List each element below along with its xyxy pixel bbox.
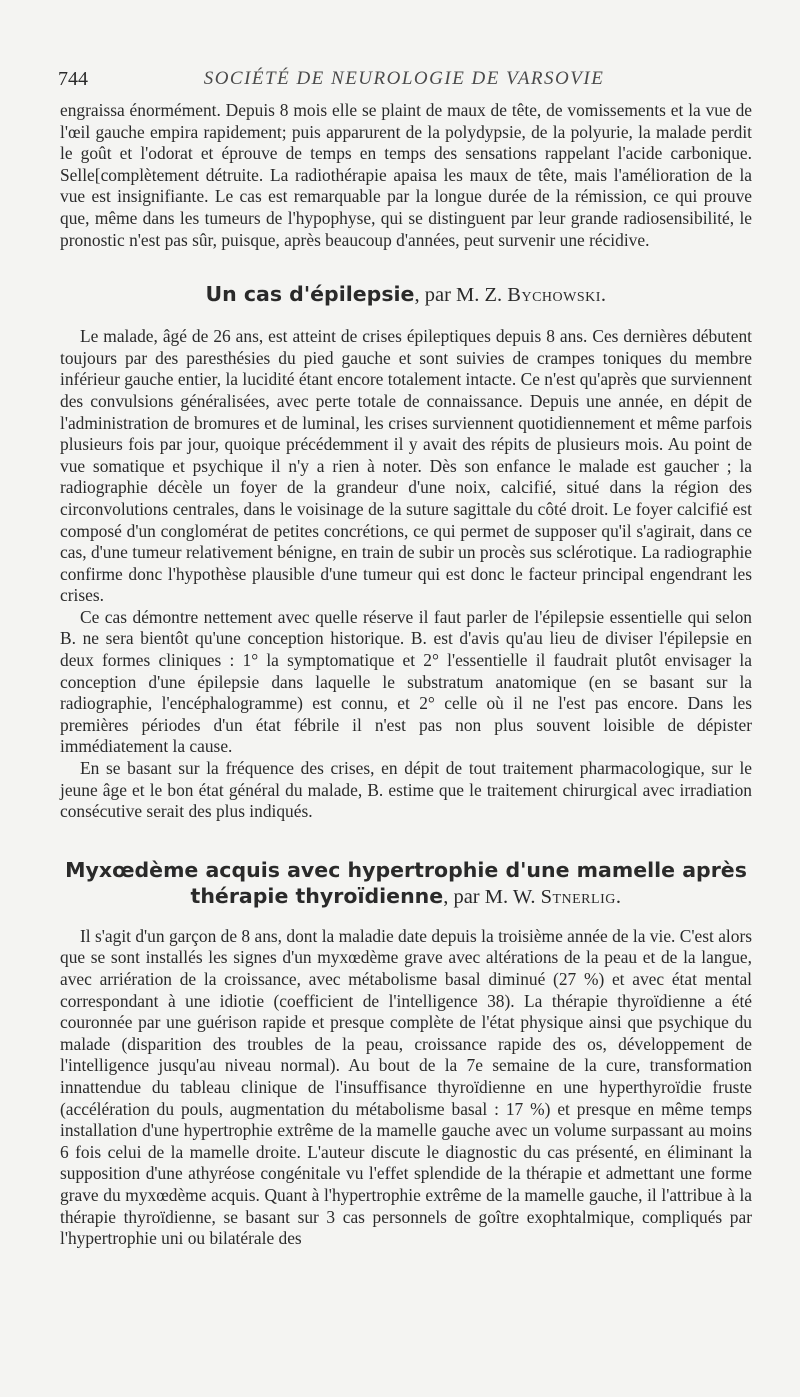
article-1-heading bbox=[60, 282, 752, 308]
running-title: SOCIÉTÉ DE NEUROLOGIE DE VARSOVIE bbox=[203, 68, 605, 89]
article-1-by: , par M. Z. bbox=[414, 284, 508, 307]
article-1-paragraph: En se basant sur la fréquence des crises, en dépit de tout traitement pharmacologique, sur le jeune âge et le bon état général du malade, B. estime que le traitement chirurgical avec irradiation consécutive serait des plus indiqués. bbox=[60, 758, 752, 822]
article-1-paragraph: Le malade, âgé de 26 ans, est atteint de crises épileptiques depuis 8 ans. Ces dernières débutent toujours par des paresthésies du pied gauche et sont suivies de crampes toniques du membre inférieur gauche entier, la lucidité étant encore totalement intacte. Ce n'est qu'après que surviennent des convulsions généralisées, avec perte totale de connaissance. Depuis une année, en dépit de l'administration de bromures et de luminal, les crises surviennent quotidiennement et même parfois plusieurs fois par jour, quoique précédemment il y avait des répits de plusieurs mois. Au point de vue somatique et psychique il n'y a rien à noter. Dès son enfance le malade est gaucher ; la radiographie décèle un foyer de la grandeur d'une noix, calcifié, situé dans la région des circonvolutions centrales, dans le voisinage de la suture sagittale du côté droit. Le foyer calcifié est composé d'un conglomérat de petites concrétions, ce qui permet de supposer qu'il s'agirait, dans ce cas, d'une tumeur relativement bénigne, en train de subir un procès sus sclérotique. La radiographie confirme donc l'hypothèse plausible d'une tumeur qui est donc le facteur principal engendrant les crises. bbox=[60, 326, 752, 606]
article-1-title: Un cas d'épilepsie bbox=[205, 282, 415, 307]
article-2-by: , par M. W. bbox=[443, 885, 541, 908]
article-2-paragraph: Il s'agit d'un garçon de 8 ans, dont la maladie date depuis la troisième année de la vie. C'est alors que se sont installés les signes d'un myxœdème grave avec altérations de la peau et de la langue, avec arriération de la croissance, avec métabolisme basal diminué (27 %) et avec état mental correspondant à une idiotie (coefficient de l'intelligence 38). La thérapie thyroïdienne a été couronnée par une guérison rapide et presque complète de l'état physique ainsi que psychique du malade (disparition des troubles de la peau, croissance rapide des os, développement de l'intelligence jusqu'au niveau normal). Au bout de la 7e semaine de la cure, transformation innattendue du tableau clinique de l'insuffisance thyroïdienne en une hyperthyroïdie fruste (accélération du pouls, augmentation du métabolisme basal : 17 %) et presque en même temps installation d'une hypertrophie extrême de la mamelle gauche avec un volume surpassant au moins 6 fois celui de la mamelle droite. L'auteur discute le diagnostic du cas présenté, en éliminant la supposition d'une athyréose congénitale vu l'effet splendide de la thérapie et admettant une forme grave du myxœdème acquis. Quant à l'hypertrophie extrême de la mamelle gauche, il l'attribue à la thérapie thyroïdienne, se basant sur 3 cas personnels de goître exophtalmique, compliqués par l'hypertrophie uni ou bilatérale des bbox=[60, 925, 752, 1249]
intro-paragraph: engraissa énormément. Depuis 8 mois elle se plaint de maux de tête, de vomissements et la vue de l'œil gauche empira rapidement; puis apparurent de la polydypsie, de la polyurie, la malade perdit le goût et l'odorat et éprouve de temps en temps des sensations rappelant l'acide carbonique. Selle[complètement détruite. La radiothérapie apaisa les maux de tête, mais l'amélioration de la vue est insignifiante. Le cas est remarquable par la longue durée de la rémission, ce qui prouve que, même dans les tumeurs de l'hypophyse, qui se distinguent par leur grande radiosensibilité, le pronostic n'est pas sûr, puisque, après beaucoup d'années, peut survenir une récidive. bbox=[60, 100, 752, 250]
page-header bbox=[58, 68, 750, 92]
article-1-author: Bychowski. bbox=[507, 284, 607, 307]
article-2-heading bbox=[60, 858, 752, 910]
article-2-title: Myxœdème acquis avec hypertrophie d'une mamelle après thérapie thyroïdienne bbox=[65, 857, 747, 908]
article-2-author: Stnerlig. bbox=[540, 885, 622, 908]
article-1-paragraph: Ce cas démontre nettement avec quelle réserve il faut parler de l'épilepsie essentielle qui selon B. ne sera bientôt qu'une conception historique. B. est d'avis qu'au lieu de diviser l'épilepsie en deux formes cliniques : 1° la symptomatique et 2° l'essentielle il faudrait plutôt envisager la conception d'une épilepsie dans laquelle le substratum anatomique (en se basant sur la radiographie, l'encéphalogramme) est connu, et 2° celle où il ne l'est pas encore. Dans les premières périodes d'un état fébrile il n'est pas non plus souvent loisible de dépister immédiatement la cause. bbox=[60, 606, 752, 757]
page-number: 744 bbox=[58, 68, 88, 90]
page-content bbox=[60, 100, 752, 1250]
